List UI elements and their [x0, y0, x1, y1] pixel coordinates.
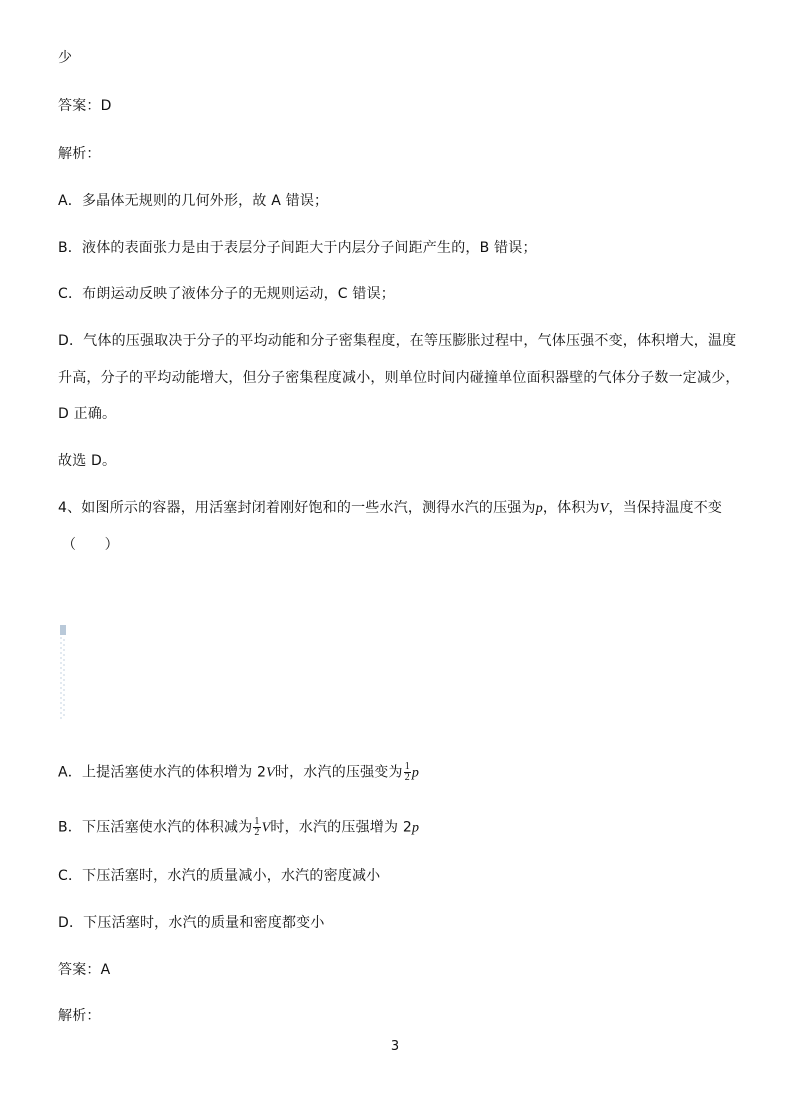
option-a — [58, 762, 419, 784]
analysis-item-c: C．布朗运动反映了液体分子的无规则运动，C 错误； — [58, 286, 395, 302]
container-figure-icon — [60, 625, 66, 720]
analysis-item-d-line1: D．气体的压强取决于分子的平均动能和分子密集程度，在等压膨胀过程中，气体压强不变，体积增大，温度 — [58, 333, 737, 349]
math-v: V — [599, 501, 609, 516]
question-4-text-a: 4、如图所示的容器，用活塞封闭着刚好饱和的一些水汽，测得水汽的压强为 — [58, 500, 536, 516]
option-a-text-b: 时，水汽的压强变为 — [274, 764, 403, 781]
analysis-item-d-line3: D 正确。 — [58, 406, 117, 422]
fraction-one-half — [253, 817, 260, 838]
math-v: V — [266, 765, 275, 781]
fraction-numerator: 1 — [254, 816, 260, 827]
math-p: p — [411, 765, 420, 781]
question-4-text-b: ，体积为 — [542, 500, 600, 516]
page-number: 3 — [390, 1039, 400, 1054]
question-4-blank: （ ） — [62, 537, 119, 553]
answer-line: 答案：D — [58, 98, 112, 114]
fraction-denominator: 2 — [404, 772, 410, 783]
fraction-denominator: 2 — [254, 827, 260, 838]
question-4-stem — [58, 498, 722, 519]
analysis-heading: 解析： — [58, 1008, 101, 1024]
option-a-text-a: A．上提活塞使水汽的体积增为 2 — [58, 764, 267, 781]
fraction-one-half — [404, 762, 411, 783]
analysis-item-b: B．液体的表面张力是由于表层分子间距大于内层分子间距产生的，B 错误； — [58, 240, 537, 256]
math-p: p — [535, 501, 543, 516]
conclusion-line: 故选 D。 — [58, 453, 117, 469]
answer-line: 答案：A — [58, 962, 111, 978]
option-b — [58, 817, 419, 839]
fraction-numerator: 1 — [404, 761, 410, 772]
analysis-item-d-line2: 升高，分子的平均动能增大，但分子密集程度减小，则单位时间内碰撞单位面积器壁的气体分子数一定减少， — [58, 370, 740, 386]
option-c: C．下压活塞时，水汽的质量减小，水汽的密度减小 — [58, 868, 381, 884]
math-v: V — [261, 820, 271, 836]
math-p: p — [411, 820, 420, 836]
text-line: 少 — [58, 50, 73, 66]
analysis-heading: 解析： — [58, 146, 101, 162]
analysis-item-a: A．多晶体无规则的几何外形，故 A 错误； — [58, 193, 329, 209]
option-b-text-b: 时，水汽的压强增为 2 — [270, 819, 412, 836]
option-b-text-a: B．下压活塞使水汽的体积减为 — [58, 819, 253, 836]
question-4-text-c: ，当保持温度不变 — [608, 500, 723, 516]
option-d: D．下压活塞时，水汽的质量和密度都变小 — [58, 915, 325, 931]
